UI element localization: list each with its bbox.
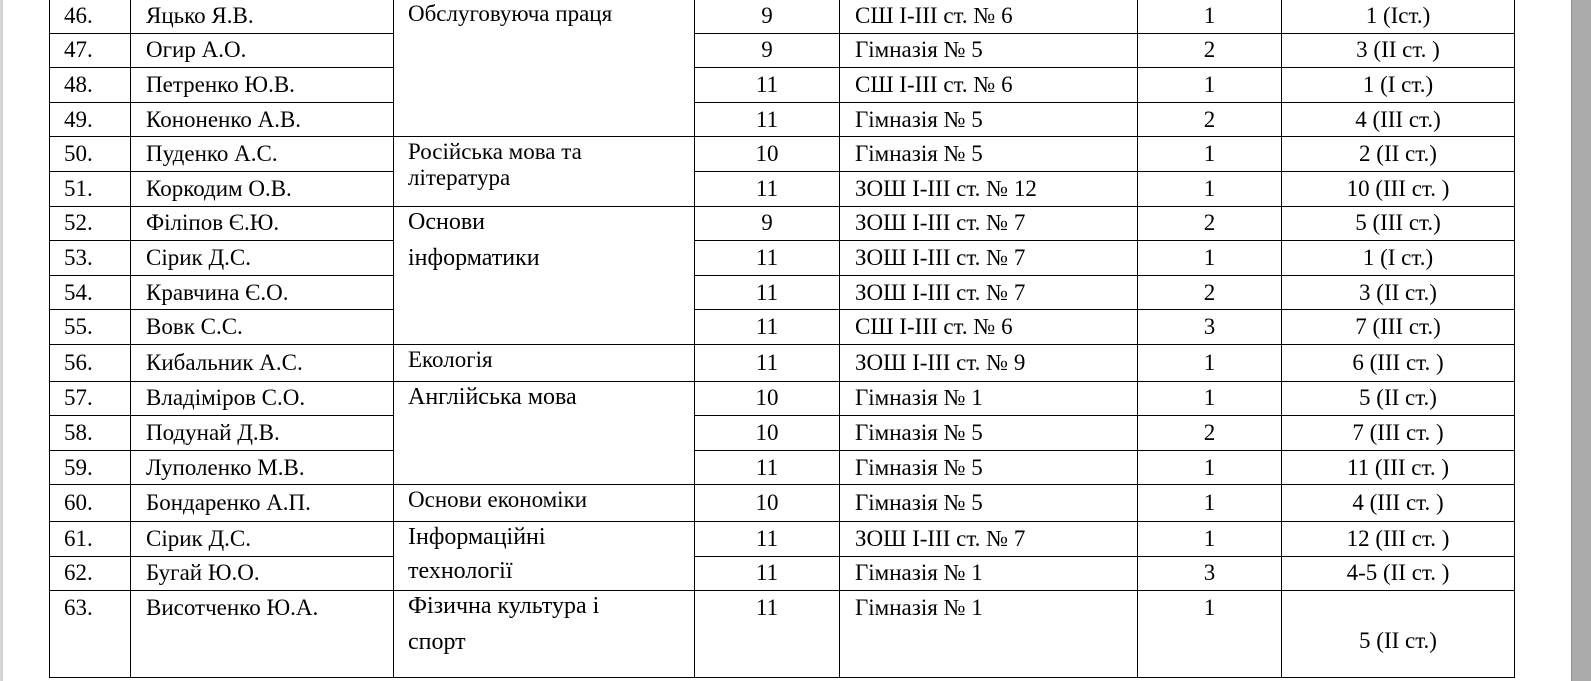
team-number: 1 — [1138, 485, 1282, 522]
subject-line: література — [408, 165, 511, 191]
team-number: 2 — [1138, 416, 1282, 451]
subject-cell — [394, 137, 695, 206]
table-row — [50, 310, 1515, 345]
place-result: 11 (ІІІ ст. ) — [1282, 450, 1515, 485]
row-number: 58. — [50, 416, 131, 451]
table-row — [50, 485, 1515, 522]
school: Гімназія № 5 — [840, 485, 1138, 522]
team-number: 1 — [1138, 381, 1282, 416]
school: Гімназія № 5 — [840, 33, 1138, 68]
grade: 11 — [695, 591, 840, 678]
student-name: Кононенко А.В. — [131, 102, 394, 137]
student-name: Бугай Ю.О. — [131, 556, 394, 591]
grade: 10 — [695, 137, 840, 172]
place-result: 4 (ІІІ ст.) — [1282, 102, 1515, 137]
subject-line: Основи економіки — [408, 487, 588, 513]
table-row — [50, 591, 1515, 678]
school: Гімназія № 1 — [840, 556, 1138, 591]
row-number: 55. — [50, 310, 131, 345]
row-number: 54. — [50, 275, 131, 310]
place-result: 4 (ІІІ ст. ) — [1282, 485, 1515, 522]
team-number: 2 — [1138, 33, 1282, 68]
school: Гімназія № 1 — [840, 591, 1138, 678]
row-number: 48. — [50, 68, 131, 103]
place-result: 1 (І ст.) — [1282, 241, 1515, 276]
student-name: Пуденко А.С. — [131, 137, 394, 172]
row-number: 46. — [50, 0, 131, 33]
school: ЗОШ І-ІІІ ст. № 7 — [840, 241, 1138, 276]
page-left-edge — [0, 0, 3, 681]
table-row — [50, 450, 1515, 485]
student-name: Вовк С.С. — [131, 310, 394, 345]
school: СШ І-ІІІ ст. № 6 — [840, 310, 1138, 345]
grade: 10 — [695, 485, 840, 522]
subject-line: Інформаційні — [408, 523, 546, 550]
team-number: 1 — [1138, 137, 1282, 172]
subject-line: Фізична культура і — [408, 593, 600, 620]
grade: 9 — [695, 0, 840, 33]
school: ЗОШ І-ІІІ ст. № 9 — [840, 344, 1138, 381]
team-number: 1 — [1138, 450, 1282, 485]
row-number: 61. — [50, 521, 131, 556]
grade: 9 — [695, 33, 840, 68]
student-name: Сірик Д.С. — [131, 521, 394, 556]
school: Гімназія № 5 — [840, 450, 1138, 485]
table-row — [50, 68, 1515, 103]
place-result: 1 (Іст.) — [1282, 0, 1515, 33]
team-number: 1 — [1138, 241, 1282, 276]
school: СШ І-ІІІ ст. № 6 — [840, 0, 1138, 33]
school: Гімназія № 5 — [840, 137, 1138, 172]
table-row — [50, 137, 1515, 172]
team-number: 1 — [1138, 344, 1282, 381]
place-result: 6 (ІІІ ст. ) — [1282, 344, 1515, 381]
grade: 11 — [695, 68, 840, 103]
subject-line: Англійська мова — [408, 383, 577, 410]
table-row — [50, 241, 1515, 276]
table-row — [50, 171, 1515, 206]
olympiad-results-table — [49, 0, 1515, 678]
grade: 11 — [695, 171, 840, 206]
subject-cell — [394, 206, 695, 344]
table-row — [50, 344, 1515, 381]
subject-line: Екологія — [408, 346, 493, 372]
grade: 11 — [695, 102, 840, 137]
subject-cell — [394, 344, 695, 381]
row-number: 57. — [50, 381, 131, 416]
student-name: Бондаренко А.П. — [131, 485, 394, 522]
place-result: 1 (І ст.) — [1282, 68, 1515, 103]
grade: 11 — [695, 275, 840, 310]
subject-cell — [394, 591, 695, 678]
school: ЗОШ І-ІІІ ст. № 7 — [840, 275, 1138, 310]
grade: 10 — [695, 416, 840, 451]
student-name: Подунай Д.В. — [131, 416, 394, 451]
row-number: 50. — [50, 137, 131, 172]
subject-cell — [394, 381, 695, 485]
student-name: Кравчина Є.О. — [131, 275, 394, 310]
row-number: 62. — [50, 556, 131, 591]
place-result: 7 (ІІІ ст.) — [1282, 310, 1515, 345]
place-result: 12 (ІІІ ст. ) — [1282, 521, 1515, 556]
table-row — [50, 275, 1515, 310]
row-number: 60. — [50, 485, 131, 522]
team-number: 2 — [1138, 275, 1282, 310]
row-number: 47. — [50, 33, 131, 68]
place-result: 2 (ІІ ст.) — [1282, 137, 1515, 172]
table-row — [50, 521, 1515, 556]
place-result: 5 (ІІІ ст.) — [1282, 206, 1515, 241]
student-name: Сірик Д.С. — [131, 241, 394, 276]
grade: 9 — [695, 206, 840, 241]
team-number: 1 — [1138, 171, 1282, 206]
student-name: Висотченко Ю.А. — [131, 591, 394, 678]
school: Гімназія № 1 — [840, 381, 1138, 416]
student-name: Кибальник А.С. — [131, 344, 394, 381]
row-number: 49. — [50, 102, 131, 137]
student-name: Філіпов Є.Ю. — [131, 206, 394, 241]
student-name: Яцько Я.В. — [131, 0, 394, 33]
place-result: 3 (ІІ ст.) — [1282, 275, 1515, 310]
row-number: 51. — [50, 171, 131, 206]
grade: 11 — [695, 556, 840, 591]
team-number: 2 — [1138, 102, 1282, 137]
student-name: Владіміров С.О. — [131, 381, 394, 416]
row-number: 52. — [50, 206, 131, 241]
subject-line: спорт — [408, 629, 466, 656]
school: ЗОШ І-ІІІ ст. № 12 — [840, 171, 1138, 206]
grade: 11 — [695, 521, 840, 556]
school: Гімназія № 5 — [840, 416, 1138, 451]
team-number: 2 — [1138, 206, 1282, 241]
subject-line: Російська мова та — [408, 139, 582, 165]
subject-cell — [394, 0, 695, 137]
team-number: 3 — [1138, 556, 1282, 591]
place-result: 3 (ІІ ст. ) — [1282, 33, 1515, 68]
school: ЗОШ І-ІІІ ст. № 7 — [840, 206, 1138, 241]
table-row — [50, 33, 1515, 68]
row-number: 59. — [50, 450, 131, 485]
table-row — [50, 206, 1515, 241]
subject-line: Основи — [408, 208, 486, 235]
place-result: 5 (ІІ ст.) — [1282, 591, 1515, 678]
table-row — [50, 0, 1515, 33]
grade: 11 — [695, 344, 840, 381]
subject-line: Обслуговуюча праця — [408, 1, 613, 26]
table-row — [50, 381, 1515, 416]
place-result: 7 (ІІІ ст. ) — [1282, 416, 1515, 451]
subject-line: інформатики — [408, 244, 540, 271]
table-row — [50, 416, 1515, 451]
school: Гімназія № 5 — [840, 102, 1138, 137]
school: ЗОШ І-ІІІ ст. № 7 — [840, 521, 1138, 556]
grade: 11 — [695, 450, 840, 485]
place-result: 4-5 (ІІ ст. ) — [1282, 556, 1515, 591]
place-result: 10 (ІІІ ст. ) — [1282, 171, 1515, 206]
school: СШ І-ІІІ ст. № 6 — [840, 68, 1138, 103]
grade: 10 — [695, 381, 840, 416]
subject-line: технології — [408, 557, 513, 584]
team-number: 1 — [1138, 591, 1282, 678]
team-number: 3 — [1138, 310, 1282, 345]
grade: 11 — [695, 310, 840, 345]
row-number: 63. — [50, 591, 131, 678]
row-number: 53. — [50, 241, 131, 276]
row-number: 56. — [50, 344, 131, 381]
student-name: Коркодим О.В. — [131, 171, 394, 206]
grade: 11 — [695, 241, 840, 276]
window-scrollbar-edge[interactable] — [1571, 0, 1591, 681]
subject-cell — [394, 485, 695, 522]
place-result: 5 (ІІ ст.) — [1282, 381, 1515, 416]
team-number: 1 — [1138, 0, 1282, 33]
student-name: Луполенко М.В. — [131, 450, 394, 485]
table-row — [50, 102, 1515, 137]
table-row — [50, 556, 1515, 591]
team-number: 1 — [1138, 521, 1282, 556]
subject-cell — [394, 521, 695, 590]
team-number: 1 — [1138, 68, 1282, 103]
student-name: Петренко Ю.В. — [131, 68, 394, 103]
student-name: Огир А.О. — [131, 33, 394, 68]
